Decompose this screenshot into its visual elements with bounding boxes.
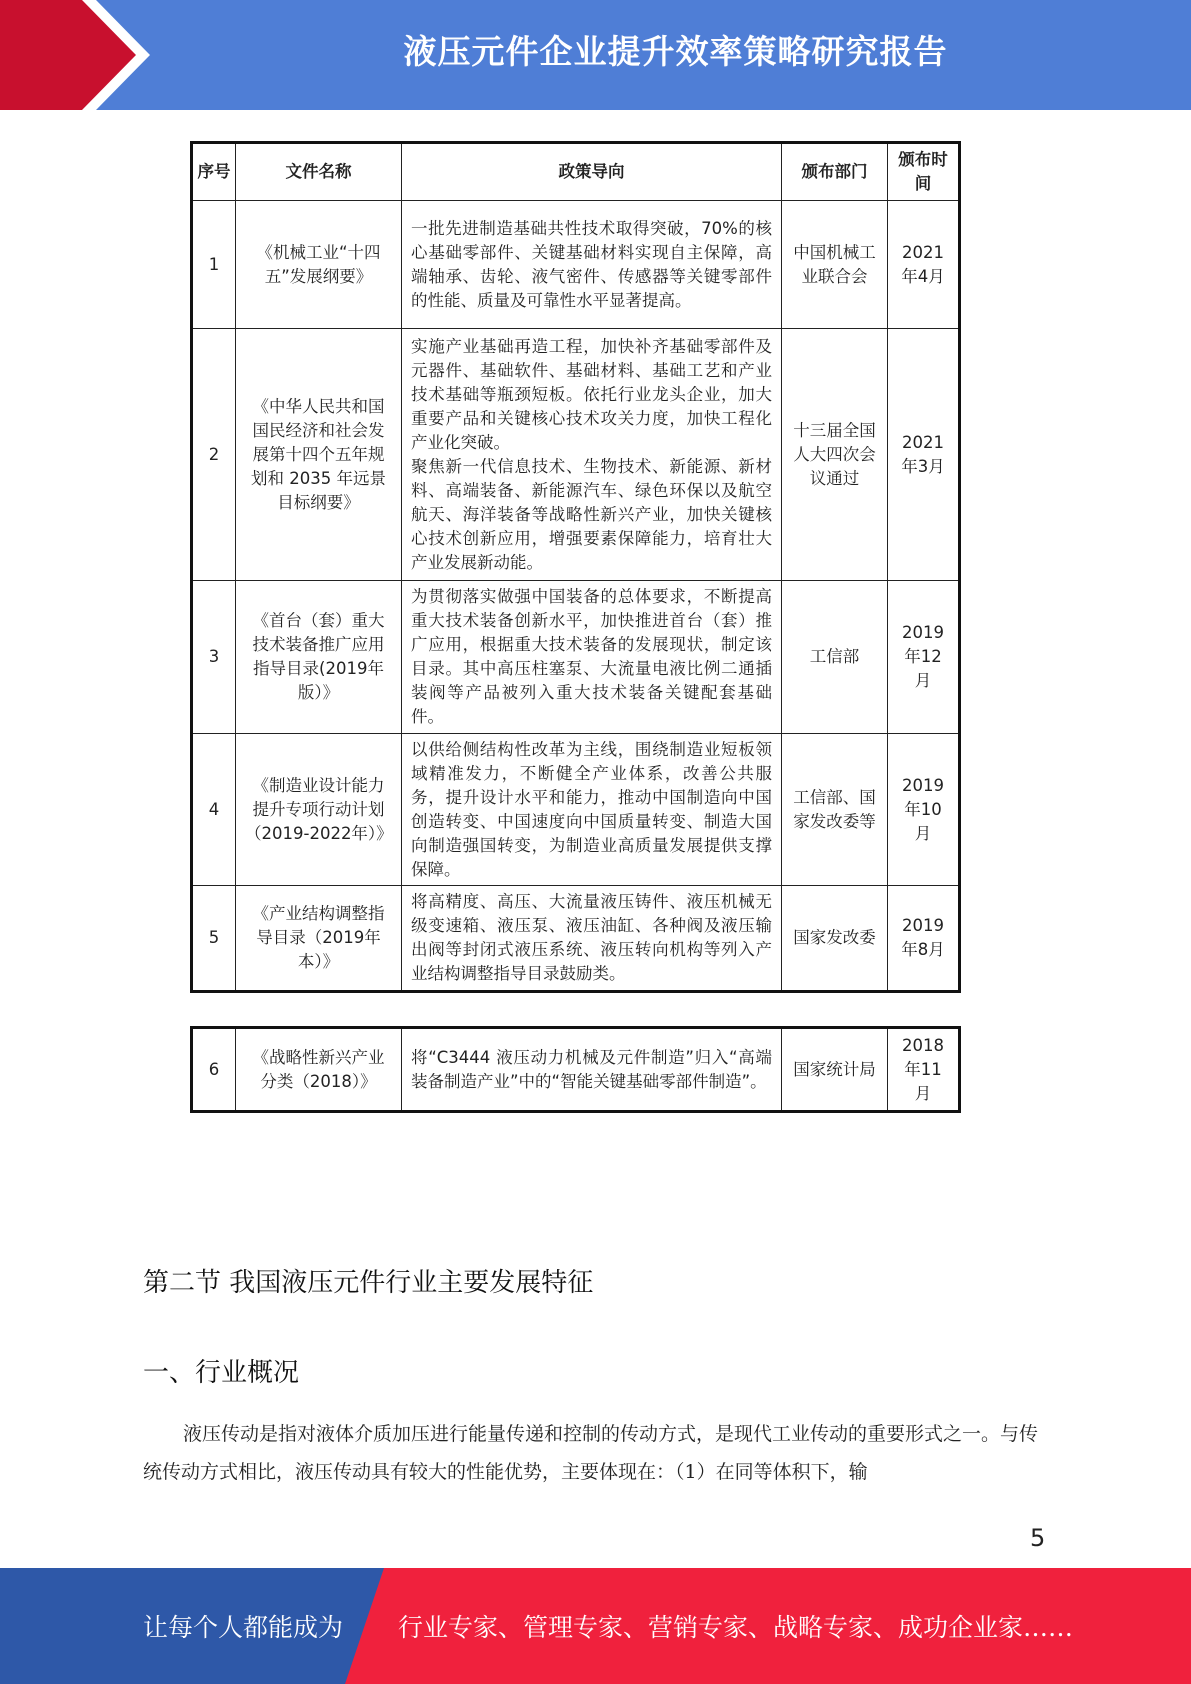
- row-dept: 工信部、国家发改委等: [782, 734, 888, 886]
- table-row: [192, 581, 960, 734]
- row-time: 2019年12月: [888, 581, 960, 734]
- row-name: 《机械工业“十四五”发展纲要》: [236, 201, 402, 329]
- row-dept: 国家统计局: [782, 1028, 888, 1112]
- table-row: [192, 886, 960, 992]
- row-no: 4: [192, 734, 236, 886]
- policy-table-main: [190, 141, 961, 993]
- table-header-row: [192, 143, 960, 201]
- row-no: 5: [192, 886, 236, 992]
- row-no: 3: [192, 581, 236, 734]
- policy-table-row6: [190, 1026, 961, 1113]
- page-number: 5: [1030, 1524, 1046, 1552]
- row-name: 《产业结构调整指导目录（2019年本）》: [236, 886, 402, 992]
- row-policy-part1: 实施产业基础再造工程，加快补齐基础零部件及元器件、基础软件、基础材料、基础工艺和产业技术基础等瓶颈短板。依托行业龙头企业，加大重要产品和关键核心技术攻关力度，加快工程化产业化突破。: [411, 336, 772, 452]
- row-no: 6: [192, 1028, 236, 1112]
- header-no: 序号: [192, 143, 236, 201]
- row-policy: 一批先进制造基础共性技术取得突破，70%的核心基础零部件、关键基础材料实现自主保障，高端轴承、齿轮、液气密件、传感器等关键零部件的性能、质量及可靠性水平显著提高。: [402, 201, 782, 329]
- row-name: 《制造业设计能力提升专项行动计划（2019-2022年）》: [236, 734, 402, 886]
- row-dept: 中国机械工业联合会: [782, 201, 888, 329]
- policy-table: [190, 141, 958, 993]
- row-policy: 将“C3444 液压动力机械及元件制造”归入“高端装备制造产业”中的“智能关键基础零部件制造”。: [402, 1028, 782, 1112]
- row-no: 2: [192, 329, 236, 581]
- footer-slogan-right: 行业专家、管理专家、营销专家、战略专家、成功企业家……: [398, 1613, 1074, 1642]
- row-time: 2018年11月: [888, 1028, 960, 1112]
- page-header: [0, 0, 1191, 110]
- row-name: 《中华人民共和国国民经济和社会发展第十四个五年规划和 2035 年远景目标纲要》: [236, 329, 402, 581]
- row-name: 《战略性新兴产业分类（2018）》: [236, 1028, 402, 1112]
- header-time: 颁布时间: [888, 143, 960, 201]
- row-no: 1: [192, 201, 236, 329]
- body-paragraph: 液压传动是指对液体介质加压进行能量传递和控制的传动方式，是现代工业传动的重要形式之一。与传统传动方式相比，液压传动具有较大的性能优势，主要体现在：（1）在同等体积下，输: [143, 1423, 1039, 1483]
- table-row: [192, 329, 960, 581]
- row-time: 2021年4月: [888, 201, 960, 329]
- page-footer: [0, 1568, 1191, 1684]
- row-policy: 将高精度、高压、大流量液压铸件、液压机械无级变速箱、液压泵、液压油缸、各种阀及液压输出阀等封闭式液压系统、液压转向机构等列入产业结构调整指导目录鼓励类。: [402, 886, 782, 992]
- report-title: 液压元件企业提升效率策略研究报告: [403, 32, 948, 71]
- subsection-heading: 一、行业概况: [143, 1358, 300, 1388]
- policy-table-continued: [190, 1026, 958, 1113]
- table-row: [192, 734, 960, 886]
- table-row: [192, 1028, 960, 1112]
- row-dept: 十三届全国人大四次会议通过: [782, 329, 888, 581]
- row-policy-part2: 聚焦新一代信息技术、生物技术、新能源、新材料、高端装备、新能源汽车、绿色环保以及航空航天、海洋装备等战略性新兴产业，加快关键核心技术创新应用，增强要素保障能力，培育壮大产业发展新动能。: [411, 456, 772, 572]
- header-dept: 颁布部门: [782, 143, 888, 201]
- section-heading: 第二节 我国液压元件行业主要发展特征: [143, 1268, 594, 1298]
- row-name: 《首台（套）重大技术装备推广应用指导目录(2019年版）》: [236, 581, 402, 734]
- header-policy: 政策导向: [402, 143, 782, 201]
- row-policy: 为贯彻落实做强中国装备的总体要求，不断提高重大技术装备创新水平，加快推进首台（套）推广应用，根据重大技术装备的发展现状，制定该目录。其中高压柱塞泵、大流量电液比例二通插装阀等产品被列入重大技术装备关键配套基础件。: [402, 581, 782, 734]
- header-name: 文件名称: [236, 143, 402, 201]
- footer-slogan-left: 让每个人都能成为: [143, 1613, 344, 1642]
- row-time: 2019年8月: [888, 886, 960, 992]
- row-dept: 工信部: [782, 581, 888, 734]
- row-policy: [402, 329, 782, 581]
- row-policy: 以供给侧结构性改革为主线，围绕制造业短板领域精准发力，不断健全产业体系，改善公共服务，提升设计水平和能力，推动中国制造向中国创造转变、中国速度向中国质量转变、制造大国向制造强国转变，为制造业高质量发展提供支撑保障。: [402, 734, 782, 886]
- table-row: [192, 201, 960, 329]
- row-time: 2021年3月: [888, 329, 960, 581]
- row-time: 2019年10月: [888, 734, 960, 886]
- row-dept: 国家发改委: [782, 886, 888, 992]
